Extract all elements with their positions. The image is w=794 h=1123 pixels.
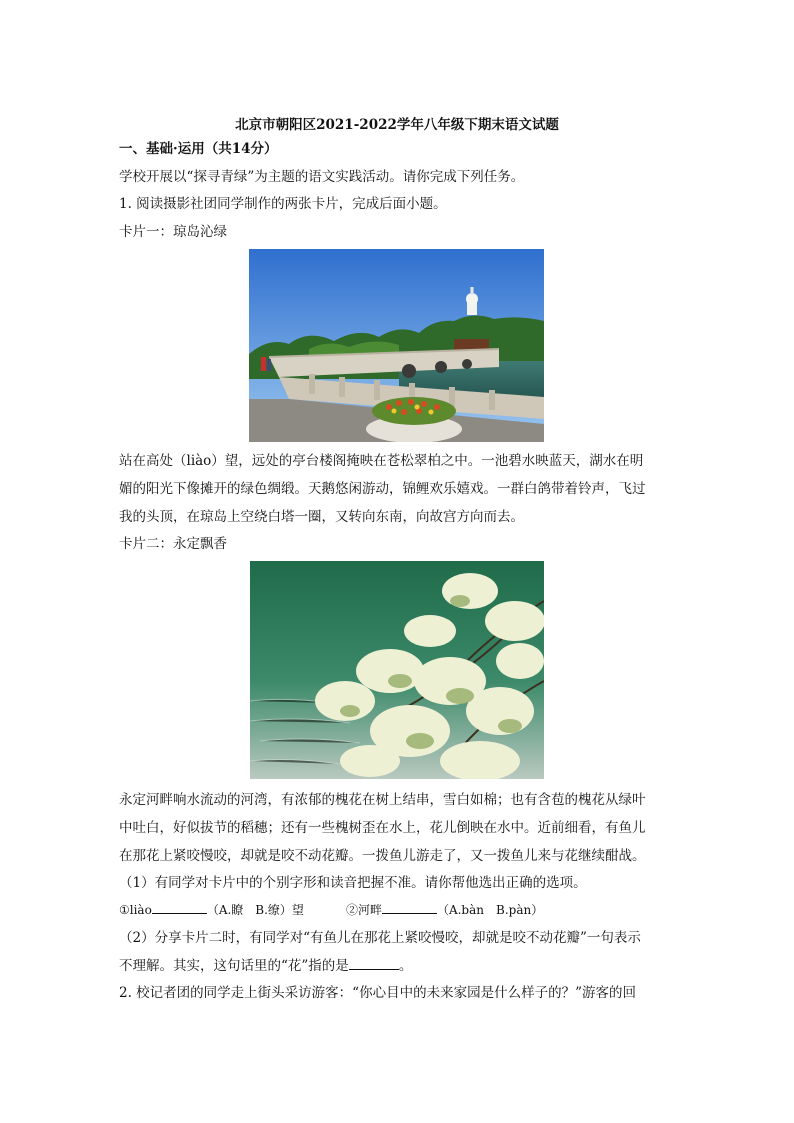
card-1-photo	[249, 249, 544, 442]
card-2-text-line-3: 在那花上紧咬慢咬，却就是咬不动花瓣。一拨鱼儿游走了，又一拨鱼儿来与花继续酣战。	[119, 848, 646, 864]
card-1-text-line-3: 我的头顶，在琼岛上空绕白塔一圈，又转向东南，向故宫方向而去。	[119, 509, 524, 525]
flower-meaning-blank[interactable]	[349, 957, 399, 970]
card-2-text-line-1: 永定河畔响水流动的河湾，有浓郁的槐花在树上结串，雪白如棉；也有含苞的槐花从绿叶	[119, 792, 646, 808]
answer-a-prefix: ①liào	[119, 903, 152, 917]
sub-question-2-line-1: （2）分享卡片二时，有同学对“有鱼儿在那花上紧咬慢咬，却就是咬不动花瓣”一句表示	[119, 930, 641, 946]
answer-b-options: （A.bàn B.pàn）	[436, 903, 544, 917]
answer-a-options: （A.瞭 B.缭）望	[206, 903, 304, 917]
answer-b-blank[interactable]	[382, 901, 437, 914]
sub-question-2-line-2	[119, 957, 412, 975]
intro-text: 学校开展以“探寻青绿”为主题的语文实践活动。请你完成下列任务。	[119, 169, 525, 185]
card-1-label: 卡片一：琼岛沁绿	[119, 224, 227, 240]
card-2-text-line-2: 中吐白，好似拔节的稻穗；还有一些槐树歪在水上，花儿倒映在水中。近前细看，有鱼儿	[119, 820, 646, 836]
card-1-text-line-2: 媚的阳光下像摊开的绿色绸缎。天鹅悠闲游动，锦鲤欢乐嬉戏。一群白鸽带着铃声，飞过	[119, 481, 646, 497]
answer-b-prefix: ②河畔	[345, 903, 382, 917]
card-1-text-line-1: 站在高处（liào）望，远处的亭台楼阁掩映在苍松翠柏之中。一池碧水映蓝天，湖水在明	[119, 453, 644, 469]
section-heading: 一、基础·运用（共14分）	[119, 141, 278, 157]
question-2-stem: 2. 校记者团的同学走上街头采访游客：“你心目中的未来家园是什么样子的？”游客的回	[119, 985, 636, 1001]
sub-question-1: （1）有同学对卡片中的个别字形和读音把握不准。请你帮他选出正确的选项。	[119, 875, 587, 891]
sub-question-1-answers	[119, 901, 543, 919]
sub-question-2-suffix: 。	[398, 958, 413, 974]
sub-question-2-prefix: 不理解。其实，这句话里的“花”指的是	[119, 958, 349, 974]
card-2-photo	[250, 561, 544, 779]
page-title: 北京市朝阳区2021-2022学年八年级下期末语文试题	[235, 117, 559, 133]
yongding-blossom-image	[250, 561, 544, 779]
qiongdao-bridge-image	[249, 249, 544, 442]
card-2-label: 卡片二：永定飘香	[119, 536, 227, 552]
answer-a-blank[interactable]	[152, 901, 207, 914]
question-1-stem: 1. 阅读摄影社团同学制作的两张卡片，完成后面小题。	[119, 196, 447, 212]
